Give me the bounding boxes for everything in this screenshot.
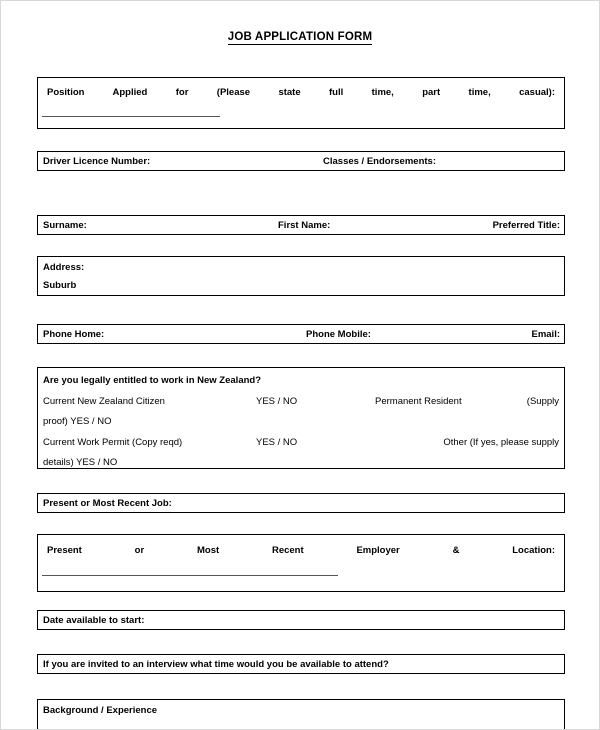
- position-applied-label: Position Applied for (Please state full time, part time, casual):: [47, 87, 555, 98]
- start-date-box[interactable]: [37, 610, 565, 630]
- interview-availability-box[interactable]: [37, 654, 565, 674]
- nz-citizen-label: Current New Zealand Citizen: [43, 396, 165, 407]
- permanent-resident-supply-note: (Supply: [526, 396, 559, 407]
- phone-mobile-label: Phone Mobile:: [306, 329, 371, 340]
- permanent-resident-label: Permanent Resident: [375, 396, 462, 407]
- nz-citizen-options[interactable]: YES / NO: [256, 396, 298, 407]
- driver-licence-box[interactable]: [37, 151, 565, 171]
- other-eligibility-label: Other (If yes, please supply: [443, 437, 559, 448]
- email-label: Email:: [531, 329, 560, 340]
- address-label: Address:: [43, 262, 85, 273]
- permanent-resident-options[interactable]: proof) YES / NO: [43, 416, 112, 427]
- present-job-box[interactable]: [37, 493, 565, 513]
- start-date-label: Date available to start:: [43, 615, 145, 626]
- position-applied-answer-rule: [42, 116, 220, 117]
- page-title-text: JOB APPLICATION FORM: [227, 31, 373, 43]
- phone-home-label: Phone Home:: [43, 329, 105, 340]
- address-box[interactable]: [37, 256, 565, 296]
- present-job-label: Present or Most Recent Job:: [43, 498, 172, 509]
- work-eligibility-heading: Are you legally entitled to work in New Zealand?: [43, 375, 262, 386]
- work-eligibility-box[interactable]: [37, 367, 565, 469]
- employer-location-answer-rule: [42, 575, 338, 576]
- employer-location-box[interactable]: [37, 534, 565, 592]
- position-applied-box[interactable]: [37, 77, 565, 129]
- background-experience-label: Background / Experience: [43, 705, 158, 716]
- name-box[interactable]: [37, 215, 565, 235]
- contact-box[interactable]: [37, 324, 565, 344]
- preferred-title-label: Preferred Title:: [492, 220, 560, 231]
- first-name-label: First Name:: [278, 220, 331, 231]
- other-eligibility-options[interactable]: details) YES / NO: [43, 457, 118, 468]
- surname-label: Surname:: [43, 220, 87, 231]
- suburb-label: Suburb: [43, 280, 77, 291]
- interview-availability-label: If you are invited to an interview what time would you be available to attend?: [43, 659, 389, 670]
- work-permit-options[interactable]: YES / NO: [256, 437, 298, 448]
- driver-licence-number-label: Driver Licence Number:: [43, 156, 151, 167]
- classes-endorsements-label: Classes / Endorsements:: [323, 156, 436, 167]
- page-title: [1, 31, 599, 43]
- background-experience-box[interactable]: [37, 699, 565, 730]
- work-permit-label: Current Work Permit (Copy reqd): [43, 437, 183, 448]
- employer-location-label: Present or Most Recent Employer & Location:: [47, 545, 555, 556]
